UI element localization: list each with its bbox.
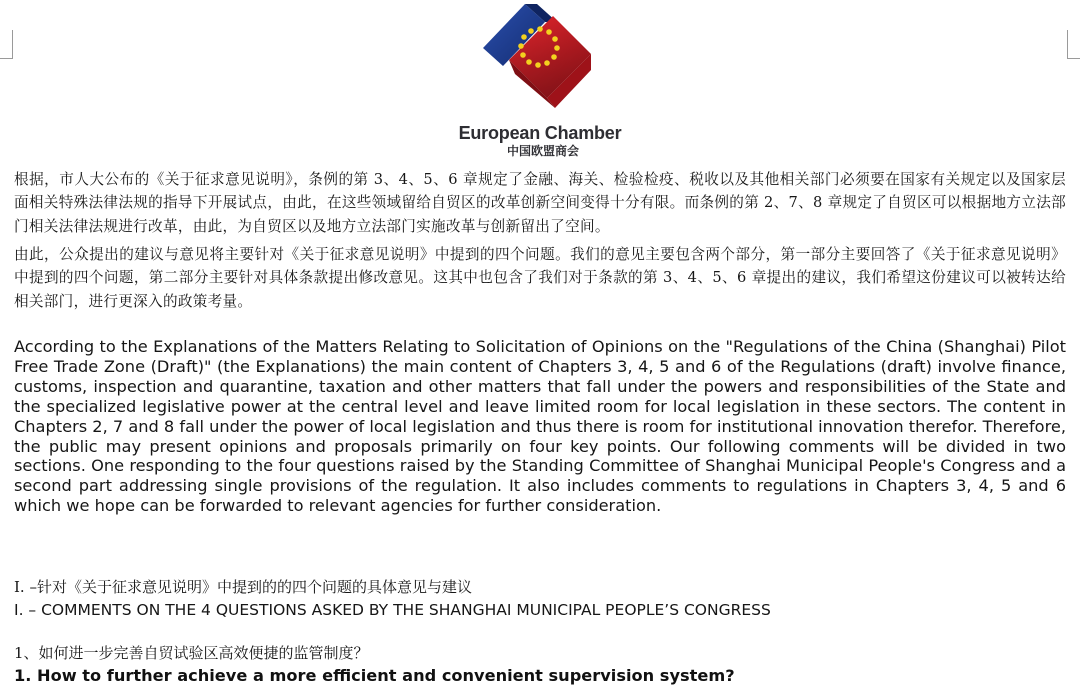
zh-paragraph-1: 根据，市人大公布的《关于征求意见说明》，条例的第 3、4、5、6 章规定了金融、海关、检验检疫、税收以及其他相关部门必须要在国家有关规定以及国家层面相关特殊法律法规的指导下开展试点，由此，在这些领域留给自贸区的改革创新空间变得十分有限。而条例的第 2、7、8 章规定了自贸区可以根据地方立法部门相关法律法规进行改革，由此，为自贸区以及地方立法部门实施改革与创新留出了空间。: [14, 171, 1066, 235]
logo-text: [420, 122, 660, 158]
section-heading-zh: I. –针对《关于征求意见说明》中提到的的四个问题的具体意见与建议: [14, 578, 472, 596]
section-heading-en: I. – COMMENTS ON THE 4 QUESTIONS ASKED BY THE SHANGHAI MUNICIPAL PEOPLE’S CONGRESS: [14, 601, 771, 619]
question-1-en: 1. How to further achieve a more efficient and convenient supervision system?: [14, 666, 735, 685]
zh-paragraph-2: 由此，公众提出的建议与意见将主要针对《关于征求意见说明》中提到的四个问题。我们的意见主要包含两个部分，第一部分主要回答了《关于征求意见说明》中提到的四个问题，第二部分主要针对具体条款提出修改意见。这其中也包含了我们对于条款的第 3、4、5、6 章提出的建议，我们希望这份建议可以被转达给相关部门，进行更深入的政策考量。: [14, 246, 1066, 310]
page-corner-mark-right: [1067, 30, 1080, 59]
eu-flag-square-logo-icon: [475, 0, 605, 120]
logo-name-en: European Chamber: [458, 123, 622, 143]
question-1-zh: 1、如何进一步完善自贸试验区高效便捷的监管制度？: [14, 644, 369, 662]
logo-name-zh: 中国欧盟商会: [506, 144, 579, 158]
en-paragraph: According to the Explanations of the Matters Relating to Solicitation of Opinions on the "Regulations of the China (Shanghai) Pilot Free Trade Zone (Draft)" (the Explanations) the main content of Chapters 3, 4, 5 and 6 of the Regulations (draft) involve finance, customs, inspection and quarantine, taxation and other matters that fall under the powers and responsibilities of the State and the specialized legislative power at the central level and leave limited room for local legislation in these sectors. The content in Chapters 2, 7 and 8 fall under the power of local legislation and thus there is room for institutional innovation therefor. Therefore, the public may present opinions and proposals primarily on four key points. Our following comments will be divided in two sections. One responding to the four questions raised by the Standing Committee of Shanghai Municipal People's Congress and a second part addressing single provisions of the regulation. It also includes comments to regulations in Chapters 3, 4, 5 and 6 which we hope can be forwarded to relevant agencies for further consideration.: [14, 337, 1066, 516]
page-corner-mark-left: [0, 30, 13, 59]
european-chamber-logo: [475, 0, 605, 120]
